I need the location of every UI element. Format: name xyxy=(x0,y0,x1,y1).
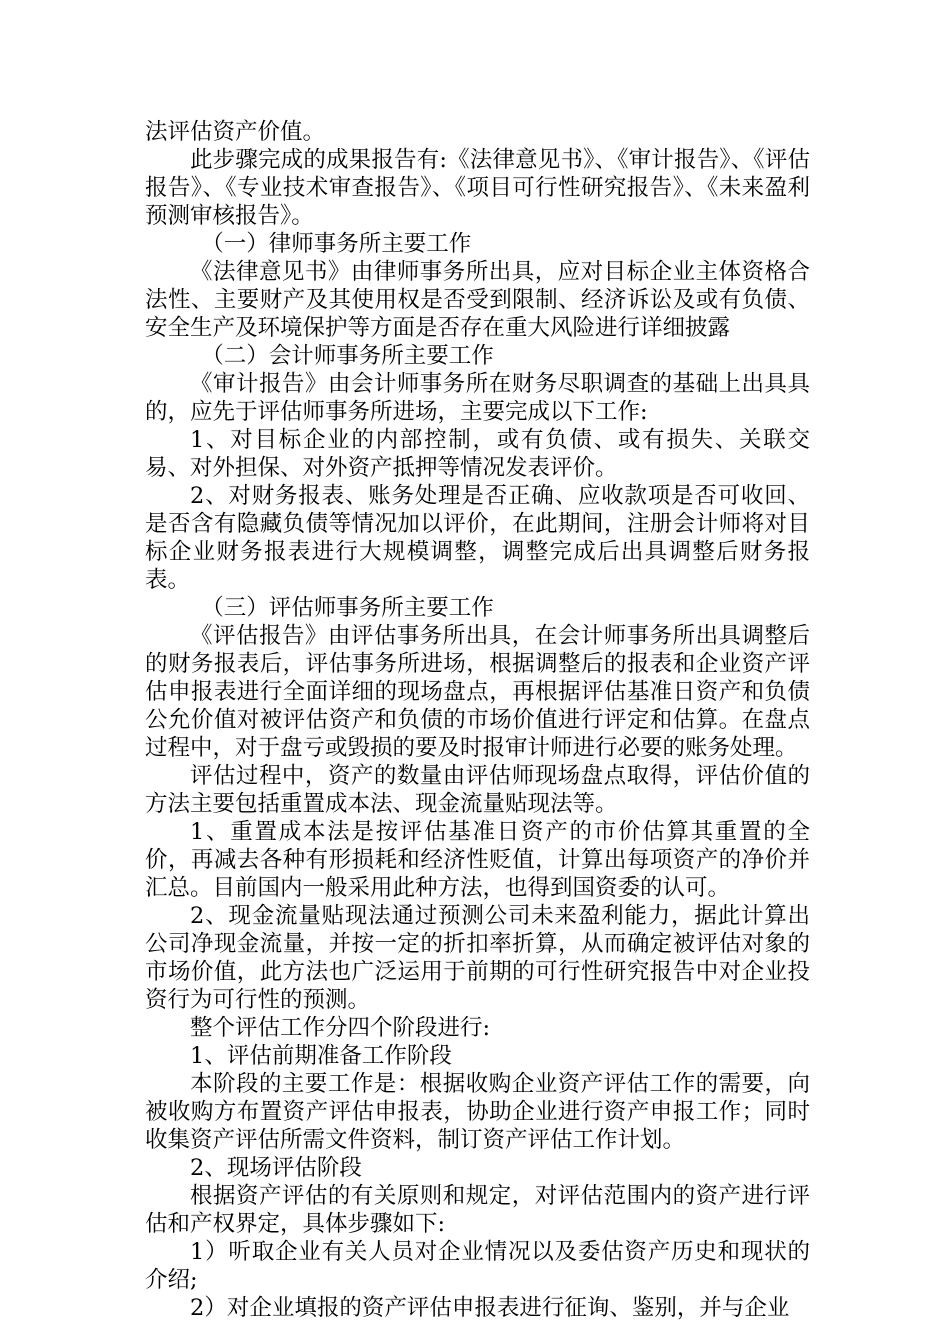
paragraph-replacement-cost: 1、重置成本法是按评估基准日资产的市价估算其重置的全价，再减去各种有形损耗和经济性贬值，计算出每项资产的净价并汇总。目前国内一般采用此种方法，也得到国资委的认可。 xyxy=(145,819,810,901)
stage-heading-preparation: 1、评估前期准备工作阶段 xyxy=(190,1043,452,1069)
paragraph-onsite-step-1: 1）听取企业有关人员对企业情况以及委估资产历史和现状的介绍; xyxy=(145,1239,810,1293)
paragraph-four-stages: 整个评估工作分四个阶段进行: xyxy=(190,1015,491,1041)
section-heading-accounting-firm: （二）会计师事务所主要工作 xyxy=(201,343,494,369)
paragraph-appraisal-methods: 评估过程中，资产的数量由评估师现场盘点取得，评估价值的方法主要包括重置成本法、现金流量贴现法等。 xyxy=(145,763,810,817)
paragraph-audit-report: 《审计报告》由会计师事务所在财务尽职调查的基础上出具具的，应先于评估师事务所进场，主要完成以下工作: xyxy=(145,371,810,425)
stage-heading-onsite: 2、现场评估阶段 xyxy=(190,1155,362,1181)
paragraph-legal-opinion: 《法律意见书》由律师事务所出具，应对目标企业主体资格合法性、主要财产及其使用权是否受到限制、经济诉讼及或有负债、安全生产及环境保护等方面是否存在重大风险进行详细披露 xyxy=(145,259,810,341)
paragraph-dcf: 2、现金流量贴现法通过预测公司未来盈利能力，据此计算出公司净现金流量，并按一定的折扣率折算，从而确定被评估对象的市场价值，此方法也广泛运用于前期的可行性研究报告中对企业投资行为可行性的预测。 xyxy=(145,903,810,1013)
section-heading-law-firm: （一）律师事务所主要工作 xyxy=(201,231,472,257)
paragraph-audit-item-2: 2、对财务报表、账务处理是否正确、应收款项是否可收回、是否含有隐藏负债等情况加以评价，在此期间，注册会计师将对目标企业财务报表进行大规模调整，调整完成后出具调整后财务报表。 xyxy=(145,483,810,593)
paragraph-onsite-step-2: 2）对企业填报的资产评估申报表进行征询、鉴别，并与企业 xyxy=(190,1295,790,1321)
paragraph-appraisal-report: 《评估报告》由评估事务所出具，在会计师事务所出具调整后的财务报表后，评估事务所进场，根据调整后的报表和企业资产评估申报表进行全面详细的现场盘点，再根据评估基准日资产和负债公允价值对被评估资产和负债的市场价值进行评定和估算。在盘点过程中，对于盘亏或毁损的要及时报审计师进行必要的账务处理。 xyxy=(145,623,810,761)
paragraph-preparation-work: 本阶段的主要工作是：根据收购企业资产评估工作的需要，向被收购方布置资产评估申报表，协助企业进行资产申报工作；同时收集资产评估所需文件资料，制订资产评估工作计划。 xyxy=(145,1071,810,1153)
paragraph-report-list: 此步骤完成的成果报告有:《法律意见书》、《审计报告》、《评估报告》、《专业技术审查报告》、《项目可行性研究报告》、《未来盈利预测审核报告》。 xyxy=(145,147,810,229)
paragraph-onsite-principles: 根据资产评估的有关原则和规定，对评估范围内的资产进行评估和产权界定，具体步骤如下: xyxy=(145,1183,810,1237)
section-heading-appraisal-firm: （三）评估师事务所主要工作 xyxy=(201,595,494,621)
paragraph-continuation: 法评估资产价值。 xyxy=(145,119,326,145)
paragraph-audit-item-1: 1、对目标企业的内部控制，或有负债、或有损失、关联交易、对外担保、对外资产抵押等情况发表评价。 xyxy=(145,427,810,481)
document-body xyxy=(145,118,810,1322)
